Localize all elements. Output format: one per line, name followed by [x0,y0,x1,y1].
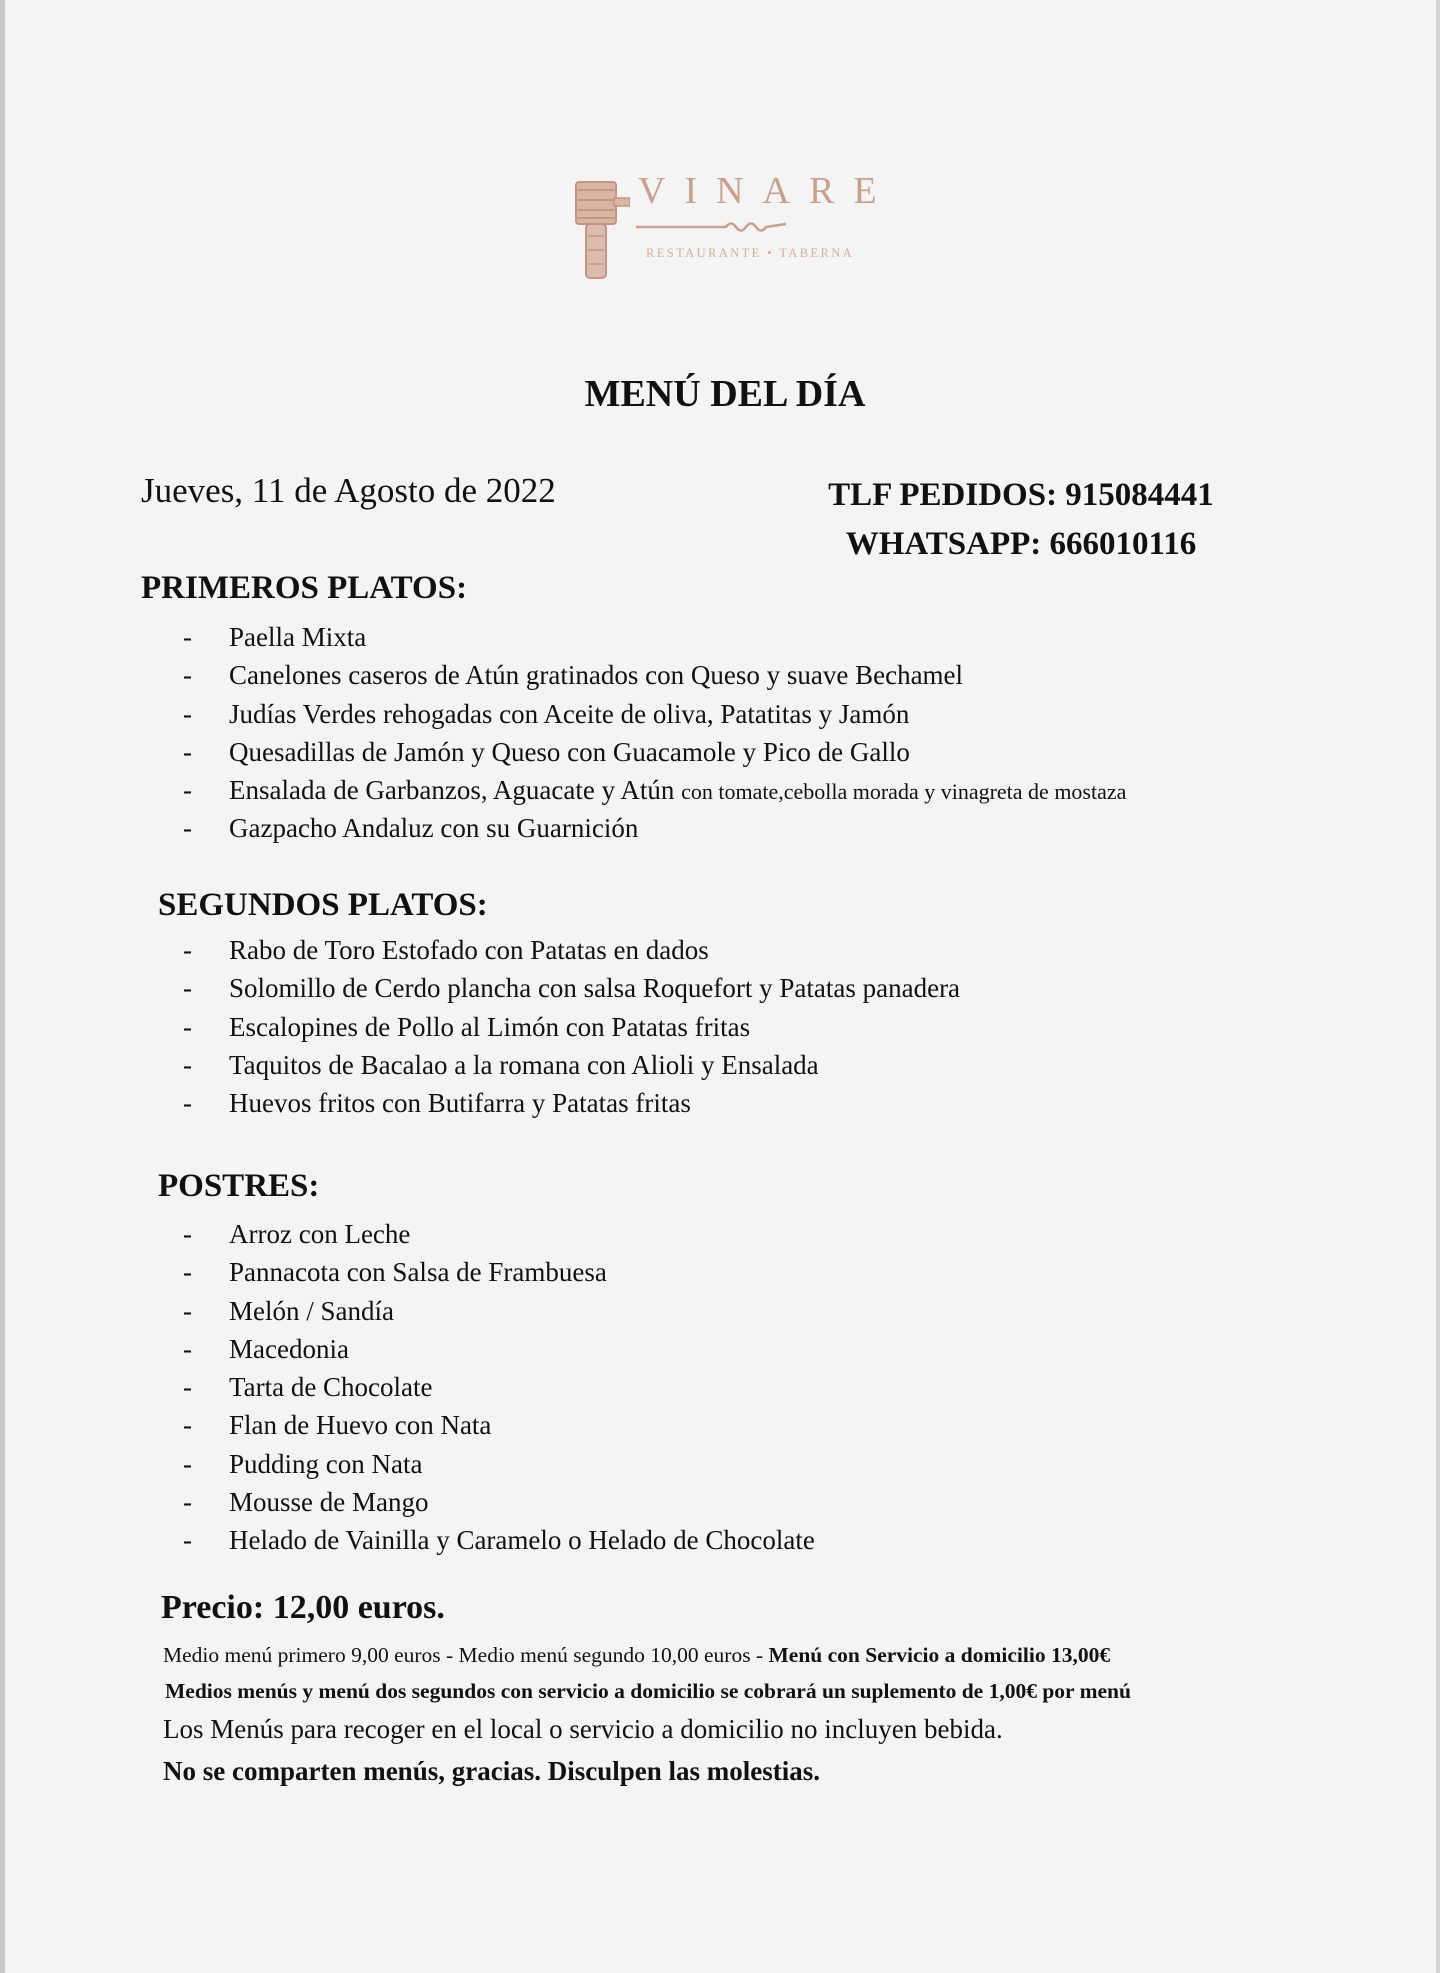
list-item: - Rabo de Toro Estofado con Patatas en dados [183,935,709,965]
list-item: - Huevos fritos con Butifarra y Patatas fritas [183,1088,691,1119]
list-item: - Paella Mixta [183,622,367,652]
list-item: - Solomillo de Cerdo plancha con salsa Roquefort y Patatas panadera [183,973,961,1004]
list-item: - Gazpacho Andaluz con su Guarnición [183,813,639,844]
postres-list [183,1215,815,1560]
section-title-primeros: PRIMEROS PLATOS: [141,570,468,606]
phone-orders: TLF PEDIDOS: 915084441 [828,477,1214,513]
segundos-list [183,931,960,1122]
list-item: - Arroz con Leche [183,1219,411,1249]
list-item: - Pudding con Nata [183,1448,423,1479]
list-item: - Macedonia [183,1333,349,1364]
menu-title: MENÚ DEL DÍA [584,373,866,415]
pickup-note: Los Menús para recoger en el local o servicio a domicilio no incluyen bebida. [163,1714,1003,1744]
list-item: - Ensalada de Garbanzos, Aguacate y Atún con tomate,cebolla morada y vinagreta de mostaza [183,775,1127,806]
list-item: - Flan de Huevo con Nata [183,1410,492,1441]
section-title-postres: POSTRES: [158,1168,320,1204]
item-note: con tomate,cebolla morada y vinagreta de mostaza [681,779,1127,805]
restaurant-logo [570,170,900,290]
mallet-icon [570,176,630,284]
section-title-segundos: SEGUNDOS PLATOS: [158,887,488,923]
list-item: - Melón / Sandía [183,1295,394,1326]
corkscrew-icon [636,212,786,242]
list-item: - Pannacota con Salsa de Frambuesa [183,1257,607,1288]
primeros-list [183,618,1126,848]
list-item: - Mousse de Mango [183,1487,429,1518]
half-menu-prices: Medio menú primero 9,00 euros - Medio menú segundo 10,00 euros - Menú con Servicio a domicilio 13,00€ [163,1643,1111,1667]
logo-name: VINARE [638,170,896,212]
list-item: - Helado de Vainilla y Caramelo o Helado de Chocolate [183,1525,815,1556]
logo-tagline: RESTAURANTE • TABERNA [646,246,855,260]
menu-date: Jueves, 11 de Agosto de 2022 [141,471,556,510]
supplement-note: Medios menús y menú dos segundos con servicio a domicilio se cobrará un suplemento de 1,00€ por menú [165,1679,1131,1703]
list-item: - Taquitos de Bacalao a la romana con Alioli y Ensalada [183,1049,819,1080]
list-item: - Tarta de Chocolate [183,1372,433,1403]
whatsapp-number: WHATSAPP: 666010116 [845,526,1197,562]
apology-note: No se comparten menús, gracias. Disculpen las molestias. [163,1756,820,1786]
delivery-price: Menú con Servicio a domicilio 13,00€ [768,1643,1111,1667]
list-item: - Quesadillas de Jamón y Queso con Guacamole y Pico de Gallo [183,736,910,767]
contact-info [805,471,1237,569]
menu-price: Precio: 12,00 euros. [161,1589,445,1626]
list-item: - Escalopines de Pollo al Limón con Patatas fritas [183,1011,751,1042]
list-item: - Judías Verdes rehogadas con Aceite de oliva, Patatitas y Jamón [183,698,910,729]
list-item: - Canelones caseros de Atún gratinados con Queso y suave Bechamel [183,660,964,691]
